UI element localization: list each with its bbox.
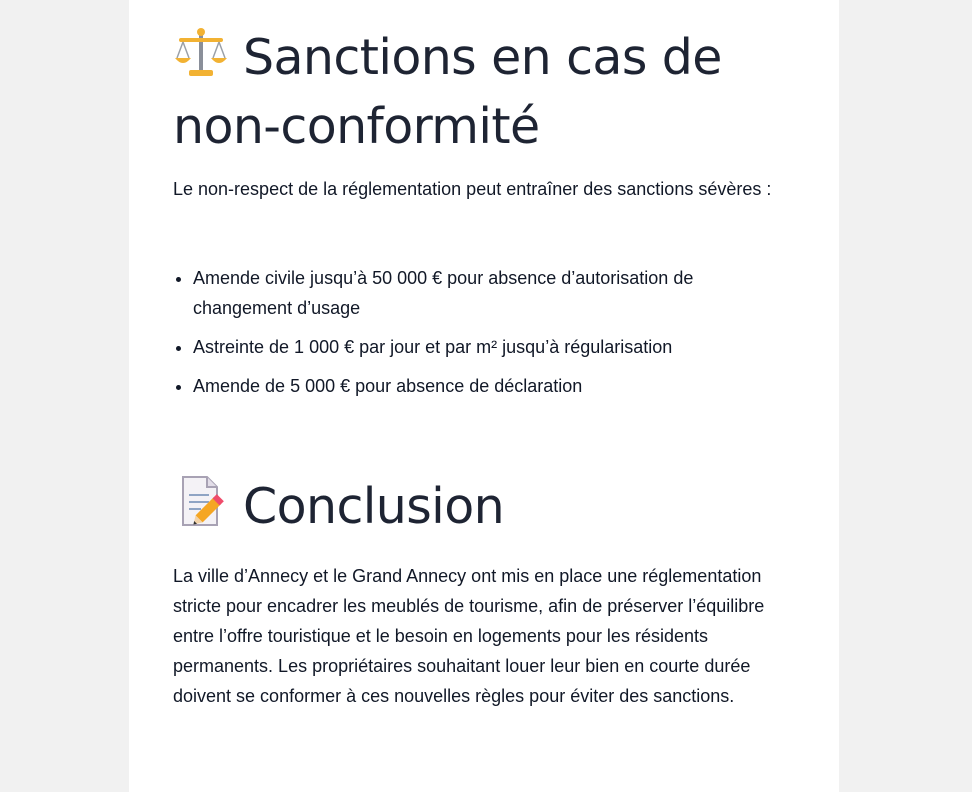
balance-scale-icon [173, 26, 229, 94]
memo-pencil-icon [173, 475, 229, 543]
sanctions-title: Sanctions en cas de non-conformité [173, 29, 722, 155]
conclusion-paragraph: La ville d’Annecy et le Grand Annecy ont mis en place une réglementation stricte pour encadrer les meublés de tourisme, afin de préserver l’équilibre entre l’offre touristique et le besoin en logements pour les résidents permanents. Les propriétaires souhaitant louer leur bien en courte durée doivent se conformer à ces nouvelles règles pour éviter des sanctions. [173, 566, 765, 706]
conclusion-title: Conclusion [243, 478, 505, 535]
list-item: • Amende de 5 000 € pour absence de déclaration [193, 371, 773, 401]
sanctions-heading [173, 25, 773, 159]
conclusion-heading [173, 474, 773, 543]
article-page [129, 0, 839, 792]
sanctions-list [173, 263, 773, 410]
list-item: • Amende civile jusqu’à 50 000 € pour absence d’autorisation de changement d’usage [193, 263, 773, 323]
sanctions-intro: Le non-respect de la réglementation peut entraîner des sanctions sévères : [173, 179, 772, 199]
list-item: • Astreinte de 1 000 € par jour et par m² jusqu’à régularisation [193, 332, 773, 362]
